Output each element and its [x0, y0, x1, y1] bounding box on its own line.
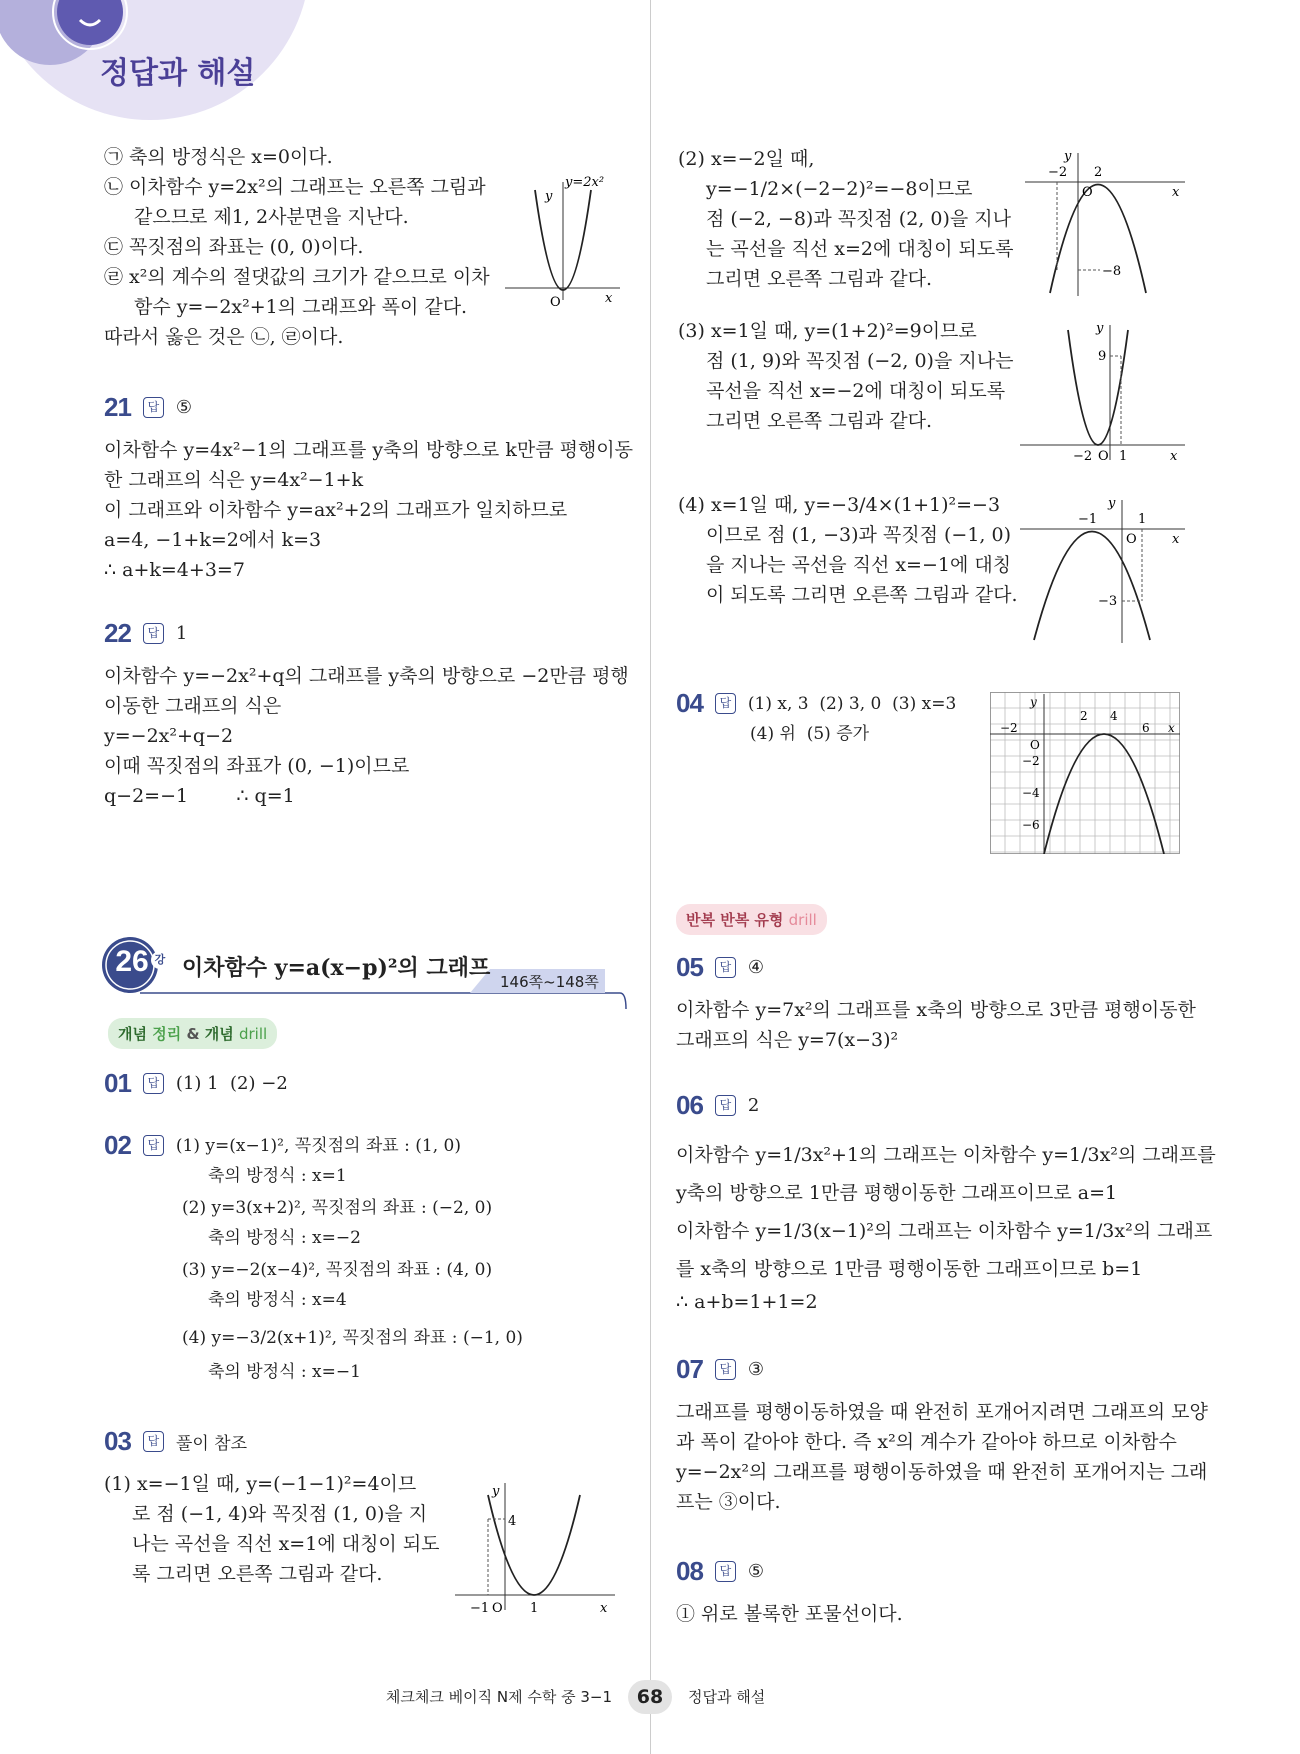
- question-04: [676, 688, 956, 749]
- solution-line: 나는 곡선을 직선 x=1에 대칭이 되도: [132, 1533, 440, 1555]
- intro-line: ㉡ 이차함수 y=2x²의 그래프는 오른쪽 그림과: [104, 176, 486, 198]
- x-label: x: [600, 1601, 608, 1615]
- tick-1: 1: [530, 1601, 539, 1615]
- question-21: [104, 392, 633, 585]
- solution-line: 곡선을 직선 x=−2에 대칭이 되도록: [706, 380, 1006, 402]
- answer-line: 축의 방정식 : x=1: [208, 1166, 347, 1186]
- tick-neg2: −2: [1000, 721, 1018, 735]
- y-label: y: [492, 1484, 500, 1499]
- solution-line: 이므로 점 (1, −3)과 꼭짓점 (−1, 0): [706, 524, 1011, 546]
- solution-line: (2) x=−2일 때,: [678, 148, 815, 170]
- y-label: y: [545, 189, 553, 204]
- part-2: [678, 144, 1014, 294]
- solution-line: 을 지나는 곡선을 직선 x=−1에 대칭: [706, 554, 1012, 576]
- intro-block: [104, 142, 490, 352]
- solution-line: 점 (1, 9)와 꼭짓점 (−2, 0)을 지나는: [706, 350, 1014, 372]
- part-4: [678, 490, 1018, 610]
- answer: 풀이 참조: [175, 1434, 248, 1454]
- tick-1: 1: [1138, 512, 1147, 527]
- answer: ③: [747, 1359, 765, 1380]
- answer-line: 축의 방정식 : x=−2: [208, 1228, 361, 1248]
- answer-line: (4) y=−3/2(x+1)², 꼭짓점의 좌표 : (−1, 0): [182, 1328, 523, 1348]
- answer-line: (2) y=3(x+2)², 꼭짓점의 좌표 : (−2, 0): [182, 1198, 493, 1218]
- page-title: 정답과 해설: [100, 56, 256, 91]
- section-pages: 146쪽~148쪽: [500, 973, 599, 991]
- x-label: x: [1172, 185, 1180, 200]
- curve-label: y=2x²: [565, 175, 605, 190]
- dap-badge: 답: [715, 1095, 736, 1116]
- dap-badge: 답: [715, 1359, 736, 1380]
- origin-label: O: [550, 295, 561, 310]
- tick-2: 2: [1080, 709, 1088, 723]
- solution-line: 점 (−2, −8)과 꼭짓점 (2, 0)을 지나: [706, 208, 1011, 230]
- solution-line: y=−2x²+q−2: [104, 725, 234, 747]
- section-suffix: 강: [151, 951, 169, 969]
- x-label: x: [1172, 532, 1180, 547]
- solution-line: 이 그래프와 이차함수 y=ax²+2의 그래프가 일치하므로: [104, 499, 568, 521]
- solution-line: 프는 ③이다.: [676, 1491, 781, 1513]
- section-number: 26: [115, 945, 149, 978]
- solution-line: 이때 꼭짓점의 좌표가 (0, −1)이므로: [104, 755, 410, 777]
- y-label: y: [1096, 321, 1104, 336]
- origin-label: O: [1126, 532, 1137, 547]
- answer-line: 축의 방정식 : x=4: [208, 1290, 347, 1310]
- question-07: [676, 1354, 1208, 1517]
- solution-line: 그리면 오른쪽 그림과 같다.: [706, 410, 933, 432]
- dap-badge: 답: [143, 1135, 164, 1156]
- solution-line: (3) x=1일 때, y=(1+2)²=9이므로: [678, 320, 977, 342]
- solution-line: a=4, −1+k=2에서 k=3: [104, 529, 322, 551]
- dap-badge: 답: [143, 1073, 164, 1094]
- solution-line: 이 되도록 그리면 오른쪽 그림과 같다.: [706, 584, 1018, 606]
- graph-q03-1: [450, 1475, 620, 1615]
- solution-line: 한 그래프의 식은 y=4x²−1+k: [104, 469, 364, 491]
- tick-1: 1: [1119, 449, 1128, 464]
- origin-label: O: [1082, 185, 1093, 200]
- question-02: [104, 1130, 523, 1387]
- tick-4: 4: [1110, 709, 1118, 723]
- dap-badge: 답: [715, 693, 736, 714]
- question-05: [676, 952, 1196, 1055]
- x-label: x: [1168, 721, 1175, 735]
- question-01: [104, 1068, 288, 1099]
- tick-neg4y: −4: [1022, 786, 1040, 800]
- tick-neg1: −1: [470, 1601, 490, 1615]
- solution-line: (4) x=1일 때, y=−3/4×(1+1)²=−3: [678, 494, 1001, 516]
- question-number: 21: [104, 392, 131, 422]
- question-06: [676, 1090, 1216, 1317]
- tick-neg3: −3: [1098, 594, 1118, 609]
- answer: 2: [747, 1095, 760, 1116]
- solution-line: ∴ a+b=1+1=2: [676, 1291, 818, 1313]
- question-number: 05: [676, 952, 703, 982]
- dap-badge: 답: [715, 1561, 736, 1582]
- intro-line: ㉠ 축의 방정식은 x=0이다.: [104, 146, 333, 168]
- graph-q03-2: [1020, 148, 1190, 298]
- graph-q03-3: [1020, 320, 1190, 465]
- footer-book: 체크체크 베이직 N제 수학 중 3−1: [385, 1688, 612, 1706]
- intro-line: ㉣ x²의 계수의 절댓값의 크기가 같으므로 이차: [104, 266, 490, 288]
- page-number: 68: [628, 1680, 672, 1714]
- graph-y-2x2: [505, 170, 625, 310]
- answer-line: 축의 방정식 : x=−1: [208, 1362, 361, 1382]
- intro-line: 같으므로 제1, 2사분면을 지난다.: [134, 206, 409, 228]
- question-08: [676, 1556, 903, 1629]
- footer-section: 정답과 해설: [688, 1688, 766, 1706]
- solution-line: 이차함수 y=4x²−1의 그래프를 y축의 방향으로 k만큼 평행이동: [104, 439, 634, 461]
- question-number: 22: [104, 618, 131, 648]
- question-number: 08: [676, 1556, 703, 1586]
- graph-q03-4: [1020, 495, 1190, 645]
- solution-line: 를 x축의 방향으로 1만큼 평행이동한 그래프이므로 b=1: [676, 1258, 1143, 1280]
- solution-line: 그래프의 식은 y=7(x−3)²: [676, 1029, 899, 1051]
- tick-neg6y: −6: [1022, 818, 1040, 832]
- concept-drill-pill: 개념 정리 & 개념 drill: [108, 1018, 277, 1049]
- answer: ⑤: [175, 397, 193, 418]
- dap-badge: 답: [715, 957, 736, 978]
- solution-line: 그리면 오른쪽 그림과 같다.: [706, 268, 933, 290]
- answer: ④: [747, 957, 765, 978]
- intro-line: ㉢ 꼭짓점의 좌표는 (0, 0)이다.: [104, 236, 364, 258]
- intro-line: 따라서 옳은 것은 ㉡, ㉣이다.: [104, 326, 344, 348]
- tick-neg2: −2: [1048, 165, 1068, 180]
- tick-neg2: −2: [1073, 449, 1093, 464]
- dap-badge: 답: [143, 397, 164, 418]
- solution-line: 그래프를 평행이동하였을 때 완전히 포개어지려면 그래프의 모양: [676, 1401, 1208, 1423]
- intro-line: 함수 y=−2x²+1의 그래프와 폭이 같다.: [134, 296, 468, 318]
- answer: (1) 1 (2) −2: [175, 1073, 288, 1094]
- solution-line: y축의 방향으로 1만큼 평행이동한 그래프이므로 a=1: [676, 1182, 1118, 1204]
- solution-line: 이차함수 y=7x²의 그래프를 x축의 방향으로 3만큼 평행이동한: [676, 999, 1196, 1021]
- solution-line: 이차함수 y=−2x²+q의 그래프를 y축의 방향으로 −2만큼 평행: [104, 665, 629, 687]
- question-number: 04: [676, 688, 703, 718]
- solution-line: 로 점 (−1, 4)와 꼭짓점 (1, 0)을 지: [132, 1503, 428, 1525]
- answer-line: (1) x, 3 (2) 3, 0 (3) x=3: [747, 693, 957, 714]
- answer-line: (3) y=−2(x−4)², 꼭짓점의 좌표 : (4, 0): [182, 1260, 493, 1280]
- origin-label: O: [1098, 449, 1109, 464]
- solution-line: 과 폭이 같아야 한다. 즉 x²의 계수가 같아야 하므로 이차함수: [676, 1431, 1177, 1453]
- solution-line: ① 위로 볼록한 포물선이다.: [676, 1603, 903, 1625]
- part-3: [678, 316, 1013, 436]
- type-drill-pill: 반복 반복 유형 drill: [676, 904, 827, 935]
- tick-9: 9: [1098, 349, 1107, 364]
- solution-line: 록 그리면 오른쪽 그림과 같다.: [132, 1563, 383, 1585]
- tick-6: 6: [1142, 721, 1150, 735]
- solution-line: q−2=−1 ∴ q=1: [104, 785, 295, 807]
- y-label: y: [1064, 149, 1072, 164]
- tick-4: 4: [508, 1514, 517, 1529]
- solution-line: ∴ a+k=4+3=7: [104, 559, 245, 581]
- solution-line: 이차함수 y=1/3(x−1)²의 그래프는 이차함수 y=1/3x²의 그래프: [676, 1220, 1213, 1242]
- x-label: x: [605, 291, 613, 306]
- tick-neg2y: −2: [1022, 754, 1040, 768]
- question-number: 03: [104, 1426, 131, 1456]
- tick-neg1: −1: [1078, 512, 1098, 527]
- answer-line: (1) y=(x−1)², 꼭짓점의 좌표 : (1, 0): [175, 1135, 461, 1156]
- answer: ⑤: [747, 1561, 765, 1582]
- origin-label: O: [492, 1601, 503, 1615]
- solution-line: (1) x=−1일 때, y=(−1−1)²=4이므: [104, 1473, 417, 1495]
- question-number: 01: [104, 1068, 131, 1098]
- graph-q04-grid: [990, 692, 1180, 854]
- column-divider: [650, 0, 651, 1754]
- y-label: y: [1108, 496, 1116, 511]
- tick-2: 2: [1094, 165, 1103, 180]
- question-03: [104, 1426, 440, 1589]
- question-number: 07: [676, 1354, 703, 1384]
- answer: 1: [175, 623, 188, 644]
- answer-line: (4) 위 (5) 증가: [750, 724, 870, 744]
- y-label: y: [1030, 695, 1037, 709]
- x-label: x: [1170, 449, 1178, 464]
- question-number: 02: [104, 1130, 131, 1160]
- solution-line: 이차함수 y=1/3x²+1의 그래프는 이차함수 y=1/3x²의 그래프를: [676, 1144, 1216, 1166]
- question-number: 06: [676, 1090, 703, 1120]
- origin-label: O: [1030, 738, 1040, 752]
- dap-badge: 답: [143, 623, 164, 644]
- tick-neg8: −8: [1102, 264, 1122, 279]
- solution-line: y=−2x²의 그래프를 평행이동하였을 때 완전히 포개어지는 그래: [676, 1461, 1208, 1483]
- question-22: [104, 618, 629, 811]
- dap-badge: 답: [143, 1431, 164, 1452]
- solution-line: 는 곡선을 직선 x=2에 대칭이 되도록: [706, 238, 1014, 260]
- solution-line: 이동한 그래프의 식은: [104, 695, 282, 717]
- section-title: 이차함수 y=a(x−p)²의 그래프: [182, 955, 491, 981]
- solution-line: y=−1/2×(−2−2)²=−8이므로: [706, 178, 973, 200]
